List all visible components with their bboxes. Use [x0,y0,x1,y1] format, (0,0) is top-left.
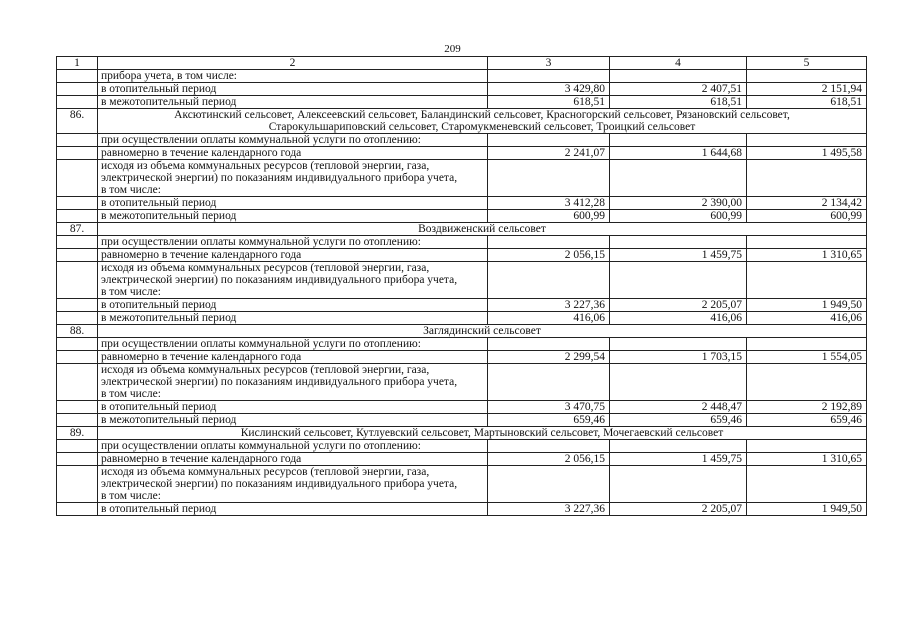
value-cell: 2 134,42 [747,197,867,210]
value-cell: 1 459,75 [610,249,747,262]
value-cell [488,440,610,453]
row-description: в отопительный период [98,197,488,210]
column-header: 1 [57,57,98,70]
value-cell [747,364,867,401]
value-cell: 2 241,07 [488,147,610,160]
table-row [57,312,867,325]
column-header: 3 [488,57,610,70]
value-cell [610,364,747,401]
row-description: в межотопительный период [98,414,488,427]
value-cell: 600,99 [747,210,867,223]
row-index-cell [57,249,98,262]
row-description-text: исходя из объема коммунальных ресурсов (тепловой энергии, газа, электрической энергии) по показаниям индивидуального прибора учета, в том числе: [101,466,458,502]
row-index-cell [57,83,98,96]
value-cell [488,364,610,401]
value-cell [747,338,867,351]
row-index-cell [57,147,98,160]
table-row [57,414,867,427]
row-description: в отопительный период [98,401,488,414]
row-index-cell [57,262,98,299]
table-row [57,440,867,453]
section-number: 88. [57,325,98,338]
row-description: при осуществлении оплаты коммунальной услуги по отоплению: [98,134,488,147]
value-cell: 416,06 [488,312,610,325]
column-header: 5 [747,57,867,70]
value-cell: 1 495,58 [747,147,867,160]
value-cell: 1 644,68 [610,147,747,160]
table-row [57,236,867,249]
value-cell [610,338,747,351]
row-index-cell [57,134,98,147]
row-index-cell [57,299,98,312]
value-cell [747,236,867,249]
table-row [57,70,867,83]
row-description-text: исходя из объема коммунальных ресурсов (тепловой энергии, газа, электрической энергии) по показаниям индивидуального прибора учета, в том числе: [101,364,458,400]
row-description [98,262,488,299]
value-cell: 3 412,28 [488,197,610,210]
row-description: при осуществлении оплаты коммунальной услуги по отоплению: [98,338,488,351]
value-cell: 1 703,15 [610,351,747,364]
value-cell: 2 205,07 [610,299,747,312]
row-index-cell [57,210,98,223]
section-number: 86. [57,109,98,134]
table-row [57,134,867,147]
section-header-row [57,325,867,338]
value-cell: 3 429,80 [488,83,610,96]
row-description: равномерно в течение календарного года [98,453,488,466]
table-row [57,401,867,414]
value-cell: 618,51 [610,96,747,109]
value-cell [488,262,610,299]
section-title: Кислинский сельсовет, Кутлуевский сельсовет, Мартыновский сельсовет, Мочегаевский сельсовет [98,427,867,440]
table-row [57,160,867,197]
value-cell [610,262,747,299]
row-description [98,466,488,503]
table-row [57,453,867,466]
value-cell: 618,51 [747,96,867,109]
table-row [57,83,867,96]
section-header-row [57,223,867,236]
column-header: 2 [98,57,488,70]
row-index-cell [57,96,98,109]
value-cell [488,160,610,197]
value-cell: 1 459,75 [610,453,747,466]
value-cell: 2 390,00 [610,197,747,210]
row-index-cell [57,351,98,364]
value-cell [488,338,610,351]
row-index-cell [57,466,98,503]
value-cell [488,236,610,249]
row-index-cell [57,453,98,466]
row-description: при осуществлении оплаты коммунальной услуги по отоплению: [98,236,488,249]
table-row [57,262,867,299]
value-cell [610,466,747,503]
value-cell: 3 227,36 [488,299,610,312]
row-index-cell [57,160,98,197]
table-row [57,338,867,351]
page-number: 209 [444,43,461,55]
table-row [57,364,867,401]
row-description: равномерно в течение календарного года [98,147,488,160]
column-header: 4 [610,57,747,70]
value-cell: 618,51 [488,96,610,109]
value-cell [747,160,867,197]
tariff-table [56,56,867,516]
value-cell [747,440,867,453]
value-cell: 1 949,50 [747,299,867,312]
table-row [57,210,867,223]
row-index-cell [57,364,98,401]
row-index-cell [57,414,98,427]
section-number: 89. [57,427,98,440]
value-cell: 2 299,54 [488,351,610,364]
table-row [57,351,867,364]
row-description-text: исходя из объема коммунальных ресурсов (тепловой энергии, газа, электрической энергии) по показаниям индивидуального прибора учета, в том числе: [101,160,458,196]
value-cell [747,70,867,83]
section-header-row [57,427,867,440]
section-number: 87. [57,223,98,236]
row-description: в отопительный период [98,299,488,312]
table-row [57,299,867,312]
value-cell [610,440,747,453]
row-description-text: исходя из объема коммунальных ресурсов (тепловой энергии, газа, электрической энергии) по показаниям индивидуального прибора учета, в том числе: [101,262,458,298]
value-cell: 2 448,47 [610,401,747,414]
value-cell: 3 227,36 [488,503,610,516]
section-header-row [57,109,867,134]
row-description: в межотопительный период [98,96,488,109]
row-description: равномерно в течение календарного года [98,249,488,262]
value-cell [488,70,610,83]
row-index-cell [57,236,98,249]
value-cell [488,134,610,147]
value-cell [747,134,867,147]
row-description: в отопительный период [98,503,488,516]
value-cell [610,134,747,147]
row-index-cell [57,503,98,516]
row-description [98,160,488,197]
value-cell: 600,99 [488,210,610,223]
value-cell: 1 949,50 [747,503,867,516]
value-cell: 659,46 [747,414,867,427]
row-description: равномерно в течение календарного года [98,351,488,364]
row-description: прибора учета, в том числе: [98,70,488,83]
value-cell [747,262,867,299]
row-index-cell [57,440,98,453]
value-cell: 1 310,65 [747,249,867,262]
row-description: в межотопительный период [98,312,488,325]
row-description: в межотопительный период [98,210,488,223]
row-index-cell [57,338,98,351]
value-cell: 416,06 [747,312,867,325]
value-cell: 600,99 [610,210,747,223]
row-index-cell [57,401,98,414]
value-cell: 659,46 [488,414,610,427]
section-title: Воздвиженский сельсовет [98,223,867,236]
value-cell: 2 151,94 [747,83,867,96]
value-cell: 2 192,89 [747,401,867,414]
value-cell [747,466,867,503]
section-title: Аксютинский сельсовет, Алексеевский сельсовет, Баландинский сельсовет, Красногорский сельсовет, Рязановский сельсовет, Старокульшариповский сельсовет, Старомукменевский сельсовет, Троицкий сельсовет [98,109,867,134]
row-index-cell [57,197,98,210]
table-row [57,96,867,109]
table-row [57,249,867,262]
table-row [57,466,867,503]
value-cell [488,466,610,503]
row-index-cell [57,312,98,325]
value-cell: 2 056,15 [488,249,610,262]
row-description: в отопительный период [98,83,488,96]
value-cell: 3 470,75 [488,401,610,414]
row-description [98,364,488,401]
column-header-row [57,57,867,70]
value-cell: 2 205,07 [610,503,747,516]
value-cell: 1 554,05 [747,351,867,364]
row-index-cell [57,70,98,83]
table-row [57,197,867,210]
table-row [57,503,867,516]
value-cell [610,70,747,83]
table-row [57,147,867,160]
row-description: при осуществлении оплаты коммунальной услуги по отоплению: [98,440,488,453]
value-cell: 2 407,51 [610,83,747,96]
value-cell: 659,46 [610,414,747,427]
section-title: Заглядинский сельсовет [98,325,867,338]
value-cell: 2 056,15 [488,453,610,466]
value-cell: 416,06 [610,312,747,325]
value-cell: 1 310,65 [747,453,867,466]
value-cell [610,160,747,197]
value-cell [610,236,747,249]
